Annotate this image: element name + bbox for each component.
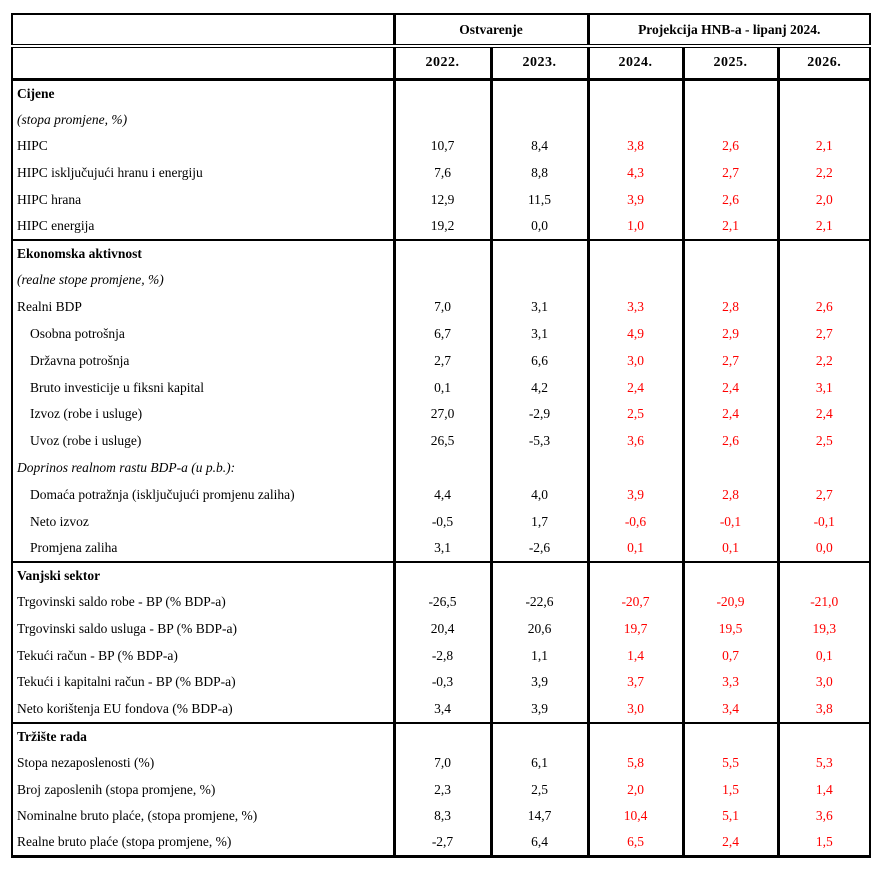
table-row	[12, 240, 870, 267]
value-2024: 0,1	[588, 535, 683, 562]
row-label: Ekonomska aktivnost	[12, 240, 394, 267]
value-2026: -21,0	[778, 589, 870, 616]
value-2024: 19,7	[588, 615, 683, 642]
value-2026: 2,5	[778, 428, 870, 455]
header-year-2024: 2024.	[588, 46, 683, 80]
value-2023: -22,6	[491, 589, 588, 616]
row-label: Tekući i kapitalni račun - BP (% BDP-a)	[12, 669, 394, 696]
value-2023	[491, 455, 588, 482]
value-2026: 2,6	[778, 294, 870, 321]
value-2026: 2,0	[778, 187, 870, 214]
value-2022	[394, 723, 491, 750]
value-2024	[588, 106, 683, 133]
value-2026: 2,7	[778, 321, 870, 348]
value-2026	[778, 562, 870, 589]
value-2025	[683, 455, 778, 482]
value-2024: 5,8	[588, 749, 683, 776]
row-label: HIPC	[12, 133, 394, 160]
value-2024: 4,3	[588, 160, 683, 187]
header-label-cell	[12, 46, 394, 80]
row-label: Trgovinski saldo robe - BP (% BDP-a)	[12, 589, 394, 616]
table-body	[12, 80, 870, 857]
table-row	[12, 776, 870, 803]
value-2026: 2,2	[778, 347, 870, 374]
value-2023: 3,1	[491, 294, 588, 321]
value-2025: 1,5	[683, 776, 778, 803]
value-2022	[394, 562, 491, 589]
value-2022: 7,0	[394, 749, 491, 776]
value-2025: 3,4	[683, 696, 778, 723]
value-2024: 3,9	[588, 481, 683, 508]
value-2026: 2,1	[778, 213, 870, 240]
row-label: Tržište rada	[12, 723, 394, 750]
header-year-2025: 2025.	[683, 46, 778, 80]
table-row	[12, 589, 870, 616]
value-2022	[394, 267, 491, 294]
row-label: Izvoz (robe i usluge)	[12, 401, 394, 428]
table-row	[12, 669, 870, 696]
table-row	[12, 187, 870, 214]
value-2023: 6,1	[491, 749, 588, 776]
value-2022	[394, 455, 491, 482]
value-2022: 27,0	[394, 401, 491, 428]
table-row	[12, 830, 870, 857]
value-2022: 2,3	[394, 776, 491, 803]
value-2025	[683, 267, 778, 294]
value-2026	[778, 455, 870, 482]
value-2022	[394, 240, 491, 267]
value-2023: 4,2	[491, 374, 588, 401]
value-2023: -2,9	[491, 401, 588, 428]
value-2022	[394, 106, 491, 133]
table-row	[12, 321, 870, 348]
row-label: Državna potrošnja	[12, 347, 394, 374]
value-2026: 3,0	[778, 669, 870, 696]
value-2024: 2,5	[588, 401, 683, 428]
header-group-projection: Projekcija HNB-a - lipanj 2024.	[588, 14, 870, 46]
value-2022: 0,1	[394, 374, 491, 401]
row-label: Broj zaposlenih (stopa promjene, %)	[12, 776, 394, 803]
value-2024: 4,9	[588, 321, 683, 348]
value-2024: 3,9	[588, 187, 683, 214]
value-2025	[683, 562, 778, 589]
row-label: Nominalne bruto plaće, (stopa promjene, %)	[12, 803, 394, 830]
value-2022: -0,3	[394, 669, 491, 696]
row-label: Neto izvoz	[12, 508, 394, 535]
value-2025: 2,6	[683, 133, 778, 160]
value-2022: 26,5	[394, 428, 491, 455]
header-year-2022: 2022.	[394, 46, 491, 80]
value-2022: -2,8	[394, 642, 491, 669]
projections-table	[11, 13, 871, 858]
value-2026: 0,0	[778, 535, 870, 562]
value-2026: 1,4	[778, 776, 870, 803]
value-2022: 19,2	[394, 213, 491, 240]
table-row	[12, 723, 870, 750]
header-label-cell	[12, 14, 394, 46]
value-2026: 3,6	[778, 803, 870, 830]
value-2025: 0,7	[683, 642, 778, 669]
value-2022: 12,9	[394, 187, 491, 214]
row-label: HIPC isključujući hranu i energiju	[12, 160, 394, 187]
row-label: (realne stope promjene, %)	[12, 267, 394, 294]
value-2024	[588, 80, 683, 107]
value-2025: 3,3	[683, 669, 778, 696]
value-2024	[588, 240, 683, 267]
value-2022: 7,6	[394, 160, 491, 187]
row-label: Domaća potražnja (isključujući promjenu zaliha)	[12, 481, 394, 508]
value-2026: 2,4	[778, 401, 870, 428]
value-2023: 2,5	[491, 776, 588, 803]
value-2023	[491, 267, 588, 294]
row-label: Neto korištenja EU fondova (% BDP-a)	[12, 696, 394, 723]
value-2025: 19,5	[683, 615, 778, 642]
row-label: Tekući račun - BP (% BDP-a)	[12, 642, 394, 669]
header-group-row	[12, 14, 870, 46]
value-2022: 7,0	[394, 294, 491, 321]
value-2026: 5,3	[778, 749, 870, 776]
value-2022: -2,7	[394, 830, 491, 857]
table-row	[12, 347, 870, 374]
value-2023: -2,6	[491, 535, 588, 562]
value-2025: 2,6	[683, 428, 778, 455]
table-row	[12, 428, 870, 455]
row-label: Osobna potrošnja	[12, 321, 394, 348]
value-2023: 14,7	[491, 803, 588, 830]
value-2023	[491, 80, 588, 107]
table-row	[12, 213, 870, 240]
value-2022: 3,1	[394, 535, 491, 562]
table-row	[12, 749, 870, 776]
value-2024: 3,6	[588, 428, 683, 455]
projections-table-container	[11, 13, 871, 858]
table-row	[12, 455, 870, 482]
value-2024: 10,4	[588, 803, 683, 830]
value-2023: 20,6	[491, 615, 588, 642]
value-2024: 2,4	[588, 374, 683, 401]
value-2024: 3,0	[588, 347, 683, 374]
value-2026	[778, 723, 870, 750]
table-row	[12, 401, 870, 428]
table-row	[12, 106, 870, 133]
table-row	[12, 133, 870, 160]
value-2022: 6,7	[394, 321, 491, 348]
table-row	[12, 267, 870, 294]
value-2026	[778, 106, 870, 133]
value-2025: 2,6	[683, 187, 778, 214]
value-2024	[588, 267, 683, 294]
value-2026: 2,2	[778, 160, 870, 187]
value-2022: 2,7	[394, 347, 491, 374]
value-2024: 3,8	[588, 133, 683, 160]
value-2022	[394, 80, 491, 107]
row-label: Doprinos realnom rastu BDP-a (u p.b.):	[12, 455, 394, 482]
value-2023: 1,7	[491, 508, 588, 535]
value-2026: 2,7	[778, 481, 870, 508]
value-2022: -26,5	[394, 589, 491, 616]
value-2024: -20,7	[588, 589, 683, 616]
value-2023: 6,4	[491, 830, 588, 857]
value-2025: 5,5	[683, 749, 778, 776]
value-2023: -5,3	[491, 428, 588, 455]
header-year-2026: 2026.	[778, 46, 870, 80]
table-row	[12, 80, 870, 107]
row-label: Realne bruto plaće (stopa promjene, %)	[12, 830, 394, 857]
value-2024: 6,5	[588, 830, 683, 857]
header-year-2023: 2023.	[491, 46, 588, 80]
value-2024: 2,0	[588, 776, 683, 803]
value-2026	[778, 267, 870, 294]
value-2025	[683, 240, 778, 267]
row-label: Trgovinski saldo usluga - BP (% BDP-a)	[12, 615, 394, 642]
value-2025	[683, 106, 778, 133]
value-2025: 2,8	[683, 481, 778, 508]
value-2022: -0,5	[394, 508, 491, 535]
value-2026: 19,3	[778, 615, 870, 642]
table-row	[12, 160, 870, 187]
table-row	[12, 535, 870, 562]
value-2024: -0,6	[588, 508, 683, 535]
table-header	[12, 14, 870, 80]
value-2024: 3,0	[588, 696, 683, 723]
value-2025: 2,4	[683, 374, 778, 401]
value-2024: 3,3	[588, 294, 683, 321]
value-2023: 0,0	[491, 213, 588, 240]
table-row	[12, 562, 870, 589]
value-2024	[588, 562, 683, 589]
row-label: HIPC energija	[12, 213, 394, 240]
value-2023: 4,0	[491, 481, 588, 508]
table-row	[12, 696, 870, 723]
value-2023	[491, 562, 588, 589]
value-2023: 1,1	[491, 642, 588, 669]
value-2023	[491, 106, 588, 133]
value-2025: -0,1	[683, 508, 778, 535]
value-2022: 8,3	[394, 803, 491, 830]
value-2023	[491, 240, 588, 267]
row-label: (stopa promjene, %)	[12, 106, 394, 133]
value-2025	[683, 723, 778, 750]
row-label: Stopa nezaposlenosti (%)	[12, 749, 394, 776]
value-2025: -20,9	[683, 589, 778, 616]
value-2026	[778, 240, 870, 267]
value-2025: 2,7	[683, 347, 778, 374]
value-2023: 3,9	[491, 669, 588, 696]
row-label: Cijene	[12, 80, 394, 107]
table-row	[12, 374, 870, 401]
value-2026: 3,1	[778, 374, 870, 401]
value-2025: 0,1	[683, 535, 778, 562]
value-2026: 2,1	[778, 133, 870, 160]
table-row	[12, 642, 870, 669]
row-label: Bruto investicije u fiksni kapital	[12, 374, 394, 401]
row-label: Realni BDP	[12, 294, 394, 321]
header-years-row	[12, 46, 870, 80]
table-row	[12, 508, 870, 535]
value-2025	[683, 80, 778, 107]
value-2025: 2,7	[683, 160, 778, 187]
value-2022: 4,4	[394, 481, 491, 508]
value-2023: 8,4	[491, 133, 588, 160]
row-label: HIPC hrana	[12, 187, 394, 214]
value-2025: 2,8	[683, 294, 778, 321]
value-2024: 3,7	[588, 669, 683, 696]
table-row	[12, 615, 870, 642]
value-2024: 1,4	[588, 642, 683, 669]
value-2024: 1,0	[588, 213, 683, 240]
value-2022: 3,4	[394, 696, 491, 723]
table-row	[12, 294, 870, 321]
row-label: Uvoz (robe i usluge)	[12, 428, 394, 455]
value-2024	[588, 723, 683, 750]
value-2023: 8,8	[491, 160, 588, 187]
value-2025: 2,9	[683, 321, 778, 348]
value-2023: 3,9	[491, 696, 588, 723]
value-2026: 3,8	[778, 696, 870, 723]
value-2026	[778, 80, 870, 107]
value-2025: 2,4	[683, 830, 778, 857]
header-group-actual: Ostvarenje	[394, 14, 588, 46]
value-2026: 0,1	[778, 642, 870, 669]
value-2022: 20,4	[394, 615, 491, 642]
value-2025: 2,1	[683, 213, 778, 240]
row-label: Vanjski sektor	[12, 562, 394, 589]
row-label: Promjena zaliha	[12, 535, 394, 562]
value-2026: 1,5	[778, 830, 870, 857]
value-2023: 11,5	[491, 187, 588, 214]
table-row	[12, 481, 870, 508]
value-2023: 6,6	[491, 347, 588, 374]
value-2022: 10,7	[394, 133, 491, 160]
value-2026: -0,1	[778, 508, 870, 535]
value-2023: 3,1	[491, 321, 588, 348]
value-2024	[588, 455, 683, 482]
value-2025: 2,4	[683, 401, 778, 428]
value-2025: 5,1	[683, 803, 778, 830]
table-row	[12, 803, 870, 830]
value-2023	[491, 723, 588, 750]
